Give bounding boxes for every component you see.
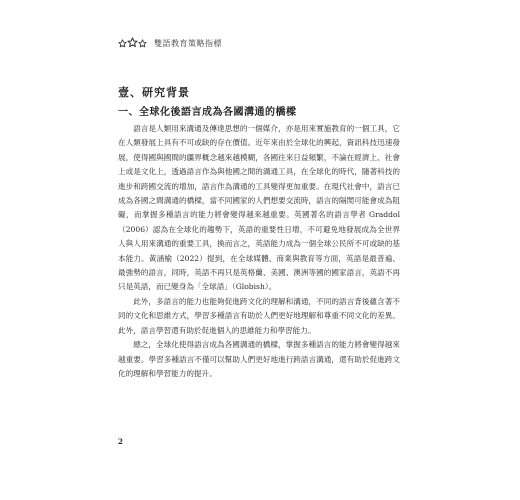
section-title: 壹、研究背景 xyxy=(118,86,190,99)
three-outline-stars-icon xyxy=(118,37,147,48)
subsection-title: 一、全球化後語言成為各國溝通的橋樑 xyxy=(118,107,297,118)
page-number: 2 xyxy=(118,437,123,446)
paragraph: 總之，全球化使得語言成為各國溝通的橋樑，掌握多種語言的能力將會變得越來越重要。學習多種語言不僅可以幫助人們更好地進行跨語言溝通，還有助於促進跨文化的理解和學習能力的提升。 xyxy=(118,340,400,378)
paragraph: 此外，多語言的能力也能夠促進跨文化的理解和溝通，不同的語言背後蘊含著不同的文化和思維方式，學習多種語言有助於人們更好地理解和尊重不同文化的差異。此外，語言學習還有助於促進個人的思維能力和學習能力。 xyxy=(118,296,400,335)
body-text xyxy=(118,122,400,381)
header-title: 雙語教育策略指標 xyxy=(154,39,222,48)
star-icon xyxy=(138,39,147,48)
star-icon xyxy=(118,39,127,48)
paragraph: 語言是人類用來溝通及傳達思想的一個媒介，亦是用來實施教育的一個工具，它在人類發展上具有不可或缺的存在價值。近年來由於全球化的興起，資訊科技迅速發展，使得國與國間的疆界概念越來越模糊，各國往來日益頻繁，不論在經濟上、社會上或是文化上，透過語言作為與他國之間的溝通工具，在全球化的時代，隨著科技的進步和跨國交流的增加，語言作為溝通的工具變得更加重要。在現代社會中，語言已成為各國之間溝通的橋樑，當不同國家的人們想要交流時，語言的隔閡可能會成為阻礙，而掌握多種語言的能力將會變得越來越重要。英國著名的語言學者 Graddol（2006）認為在全球化的趨勢下，英語的重要性日增，不可避免地發展成為全世界人與人用來溝通的重要工具，換而言之，英語能力成為一個全球公民所不可或缺的基本能力。黃涵榆（2022）提到，在全球媒體、商業與教育等方面，英語是最普遍、最強勢的語言，同時，英語不再只是英格蘭、美國、澳洲等國的國家語言，英語不再只是英語，而已變身為「全球語」（Globish）。 xyxy=(118,124,400,292)
star-icon xyxy=(127,37,138,48)
running-header xyxy=(118,36,222,49)
